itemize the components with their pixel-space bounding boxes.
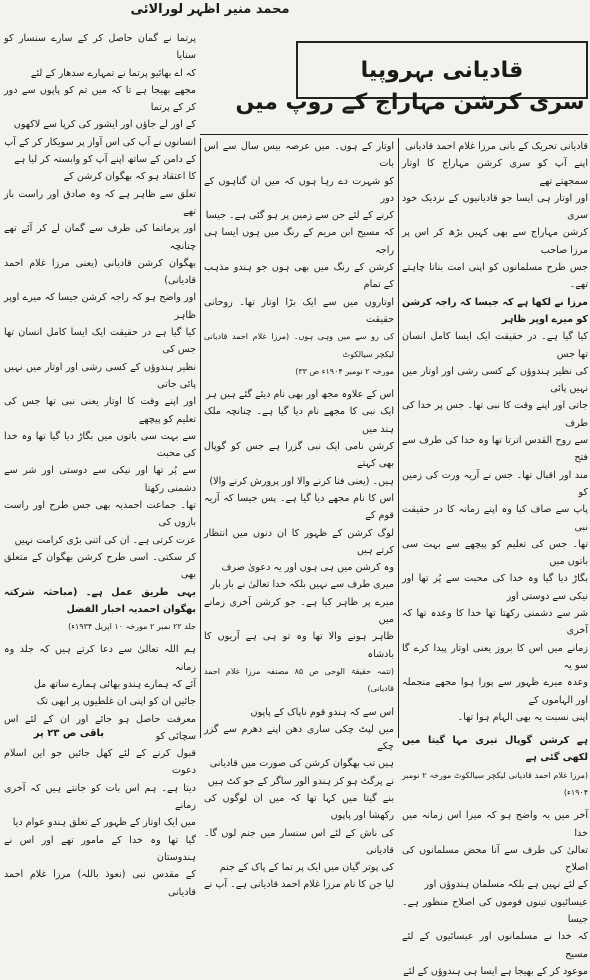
text-line: کو شہرت دے رہا ہوں کہ میں ان گناہوں کے دور <box>204 175 394 204</box>
text-line: زمانے میں اس کا بروز یعنی اوتار پیدا کرے گا سو یہ <box>402 642 588 671</box>
text-line: ہیں تب بھگوان کرشن کی صورت میں قادیانی <box>209 758 394 770</box>
text-line: شر سے دشمنی رکھتا تھا خدا کا وعدہ تھا کہ آخری <box>402 608 588 637</box>
text-line: اور اوتار ہی ایسا جو قادیانیوں کے نزدیک خود سری <box>402 192 588 222</box>
text-line: وہ کرشن میں ہی ہوں اور یہ دعویٰ صرف <box>221 562 394 574</box>
author-byline: محمد منیر اظہر لورالائی <box>130 2 290 17</box>
headline-title: قادیانی بہروپیا <box>360 57 524 83</box>
text-line: ہے کرشن گوپال تیری مہا گیتا میں لکھی گئی ہے <box>402 735 588 764</box>
reference-line: کی رو سے میں وہی ہوں۔ (مرزا غلام احمد قادیانی لیکچر سیالکوٹ <box>204 332 394 359</box>
text-line: کے لئے نہیں ہے بلکہ مسلمان ہندوؤں اور <box>424 879 588 891</box>
text-line: کہ مسیح ابن مریم کے رنگ میں ہوں ایسا ہی راجہ <box>204 227 394 256</box>
text-line: اپنی نسبت یہ بھی الہام ہوا تھا۔ <box>457 711 588 723</box>
reference-line: (تتمہ حقیقۃ الوحی ص ۸۵ مصنفہ مرزا غلام احمد قادیانی) <box>204 666 395 694</box>
text-line: اس کا نام مجھے دیا گیا ہے۔ پس جیسا کہ آریہ قوم کے <box>204 492 394 522</box>
text-line: لیا جن کا نام مرزا غلام احمد قادیانی ہے۔ آپ نے <box>204 879 394 891</box>
text-line: اس کے علاوہ مجھ اور بھی نام دیئے گئے ہیں ہر <box>206 389 394 401</box>
column-right <box>402 138 589 977</box>
text-line: کے اور لے جاؤں اور ایشور کی کرپا سے لاکھوں <box>13 119 196 131</box>
text-line: اوتاروں میں سے ایک بڑا اوتار تھا۔ روحانی حقیقت <box>204 296 394 325</box>
text-line: مند اور اقبال تھا۔ جس نے آریہ ورت کی زمین کو <box>402 469 588 498</box>
text-line: اپنے آپ کو سری کرشن مہاراج کا اوتار سمجھتے تھے <box>402 158 588 187</box>
text-line: نے پرگٹ ہو کر ہندو الور ساگر کے جو کٹ ہیں <box>207 775 394 787</box>
text-line: میں ایک اوتار کے ظہور کے تعلق ہندو عوام دیا <box>12 817 196 829</box>
text-line: کرشن نامی ایک نبی گزرا ہے جس کو گوپال بھی کہتے <box>204 441 394 470</box>
text-line: مرزا نے لکھا ہے کہ جیسا کہ راجہ کرشن کو میرے اوپر ظاہر <box>402 296 588 325</box>
text-line: اوتار کے ہوں۔ میں عرصہ بیس سال سے اس بات <box>204 141 394 170</box>
text-line: کہ اے بھائیو پرتما نے تمہارے سدھار کے لئے <box>30 67 196 79</box>
text-line: سے بہت سی باتوں میں بگاڑ دیا گیا تھا وہ خدا کی محبت <box>4 430 196 460</box>
text-line: بگاڑ دیا گیا وہ خدا کی محبت سے پُر تھا اور نیکی سے دوستی اور <box>402 573 588 602</box>
header-rule <box>200 134 588 135</box>
text-line: تعلق سے ظاہر ہے کہ وہ صادق اور راست باز تھے <box>4 188 196 217</box>
text-line: نظیر ہندوؤں کے کسی رشی اور اوتار میں نہیں پائی جاتی <box>4 361 196 390</box>
text-line: سے روح القدس اترتا تھا وہ خدا کی طرف سے فتح <box>402 435 588 464</box>
text-line: ظاہر ہونے والا تھا وہ تو ہی ہے آریوں کا بادشاہ <box>204 631 394 660</box>
text-line: پرتما نے گمان حاصل کر کے سارے سنسار کو سنایا <box>4 33 196 62</box>
text-line: معرفت حاصل ہو جائے اور ان کے لئے اس سچائی کو <box>4 713 196 742</box>
text-line: سے پُر تھا اور نیکی سے دوستی اور شر سے دشمنی رکھتا <box>4 465 196 494</box>
text-line: موعود کر کے بھیجا ہے ایسا ہی ہندوؤں کے لئے <box>403 965 588 977</box>
text-line: عزت کرتی ہے۔ ان کی اتنی بڑی کرامت نہیں <box>14 534 196 546</box>
reference-line: جلد ۲۲ نمبر ۲ مورخہ ۱۰ اپریل ۱۹۳۴ء) <box>68 622 196 632</box>
text-line: اور پرماتما کی طرف سے گمان لے کر آئے تھے چنانچہ <box>4 223 196 252</box>
column-divider-right <box>398 138 399 738</box>
text-line: کرشن مہاراج سے بھی کہیں بڑھ کر اس پر مرزا صاحب <box>402 227 588 256</box>
text-line: پاپ سے صاف کیا وہ اپنے زمانہ کا در حقیقت نبی <box>402 504 588 533</box>
reference-line: مورخہ ۲ نومبر ۱۹۰۴ء ص ۳۳) <box>295 366 394 376</box>
text-line: آئے کہ ہمارے ہندو بھائی ہمارے ساتھ مل <box>33 678 196 690</box>
text-line: ہم اللہ تعالیٰ سے دعا کرتے ہیں کہ جلد وہ زمانہ <box>4 644 196 673</box>
text-line: کر سکتی۔ اسی طرح کرشن بھگوان کے متعلق بھی <box>4 551 196 581</box>
text-line: عیسائیوں تینوں قوموں کی اصلاح منظور ہے۔ جیسا <box>402 896 588 926</box>
text-line: آخر میں یہ واضح ہو کہ میرا اس زمانہ میں خدا <box>402 810 588 839</box>
text-line: کرشن کے رنگ میں بھی ہوں جو ہندو مذہب کے تمام <box>204 262 394 291</box>
text-line: کیا گیا ہے در حقیقت ایک ایسا کامل انسان تھا جس کی <box>4 327 196 356</box>
text-line: جس طرح مسلمانوں کو اپنی امت بنانا چاہتے تھے۔ <box>402 262 588 291</box>
headline-subtitle: سری کرشن مہاراج کے روپ میں <box>235 90 585 115</box>
text-line: قادیانی تحریک کے بانی مرزا غلام احمد قادیانی <box>405 141 588 152</box>
text-line: میری طرف سے نہیں بلکہ خدا تعالیٰ نے بار بار <box>210 579 394 591</box>
text-line: اور اپنے وقت کا اوتار یعنی نبی تھا جس کی تعلیم کو پیچھے <box>4 396 196 425</box>
text-line: ہیں۔ (یعنی فنا کرنے والا اور پرورش کرنے والا) <box>209 475 394 487</box>
text-line: بنے گیتا میں کہا تھا کہ میں ان لوگوں کی رکھشا اور پاپوں <box>204 792 394 822</box>
reference-line: (مرزا غلام احمد قادیانی لیکچر سیالکوٹ مورخہ ۲ نومبر ۱۹۰۴ء) <box>402 770 589 797</box>
text-line: میرے پر ظاہر کیا ہے۔ جو کرشن آخری زمانے میں <box>204 596 394 626</box>
text-line: جائیں ان کو اپنی ان غلطیوں پر ابھی تک <box>36 696 196 708</box>
text-line: مجھے بھیجا ہے تا کہ میں تم کو پاپوں سے دور کر کے پرتما <box>4 84 196 114</box>
text-line: کی نظیر ہندوؤں کے کسی رشی اور اوتار میں نہیں پائی <box>402 365 588 395</box>
text-line: کہ خدا نے مسلمانوں اور عیسائیوں کے لئے مسیح <box>402 931 588 960</box>
text-line: کی پوتر گیان میں ایک پر تما کے پاک کے جنم <box>219 862 394 874</box>
text-line: کرنے کے لئے جن سے زمین پر ہو گئی ہے۔ جیسا <box>205 210 394 222</box>
text-line: گیا تھا وہ خدا کے مامور تھے اور اس نے ہندوستان <box>4 834 196 863</box>
continued-on-page-note: باقی ص ۲۳ پر <box>33 728 104 739</box>
text-line: تعالیٰ کی طرف سے آنا محض مسلمانوں کی اصلاح <box>402 844 588 874</box>
text-line: اس سے کہ ہندو قوم ناپاک کے پاپوں <box>250 706 394 718</box>
text-line: تھا۔ جماعت احمدیہ بھی جس طرح اور راست بازوں کی <box>4 500 196 529</box>
column-middle <box>204 138 395 891</box>
text-line: میں لپٹ چکی ساری دھن اپنے دھرم سے گزر چکے <box>204 723 394 753</box>
text-line: کی ناش کے لئے اس سنسار میں جنم لوں گا۔ قادیانی <box>204 827 394 856</box>
text-line: جاتی اور اپنے وقت کا نبی تھا۔ جس پر خدا کی طرف <box>402 400 588 429</box>
text-line: یہی طریق عمل ہے۔ (مباحثہ شرکتہ بھگوان احمدیہ اخبار الفضل <box>4 586 196 615</box>
text-line: اور واضح ہو کہ راجہ کرشن جیسا کہ میرے اوپر ظاہر <box>4 292 196 321</box>
text-line: انسانوں نے آپ کی اس آواز پر سویکار کر کے آپ <box>4 136 196 148</box>
text-line: وعدہ میرے ظہور سے پورا ہوا مجھے منجملہ اور الہاموں کے <box>402 677 588 706</box>
text-line: لوگ کرشن کے ظہور کا ان دنوں میں انتظار کرتے ہیں <box>204 527 394 556</box>
text-line: کے مقدس نبی (نعوذ باللہ) مرزا غلام احمد قادیانی <box>4 869 196 898</box>
text-line: ایک نبی کا مجھے نام دیا گیا ہے۔ چنانچہ ملک ہند میں <box>204 406 394 435</box>
text-line: تھا۔ جس کی تعلیم کو پیچھے سے بہت سی باتوں میں <box>402 538 588 568</box>
text-line: دیتا ہے۔ ہم اس بات کو جانتے ہیں کہ آخری زمانے <box>4 782 196 812</box>
text-line: قبول کرنے کے لئے کھل جائیں جو این اسلام دعوت <box>4 748 196 777</box>
text-line: کا اعتقاد ہو کہ بھگوان کرشن کے <box>63 171 196 183</box>
text-line: بھگوان کرشن قادیانی (یعنی مرزا غلام احمد قادیانی) <box>4 257 196 287</box>
column-divider-left <box>200 138 201 738</box>
text-line: کے دامن کے ساتھ اپنے آپ کو وابستہ کر لیا ہے <box>14 154 196 166</box>
text-line: کیا گیا ہے۔ در حقیقت ایک ایسا کامل انسان تھا جس <box>402 331 588 360</box>
